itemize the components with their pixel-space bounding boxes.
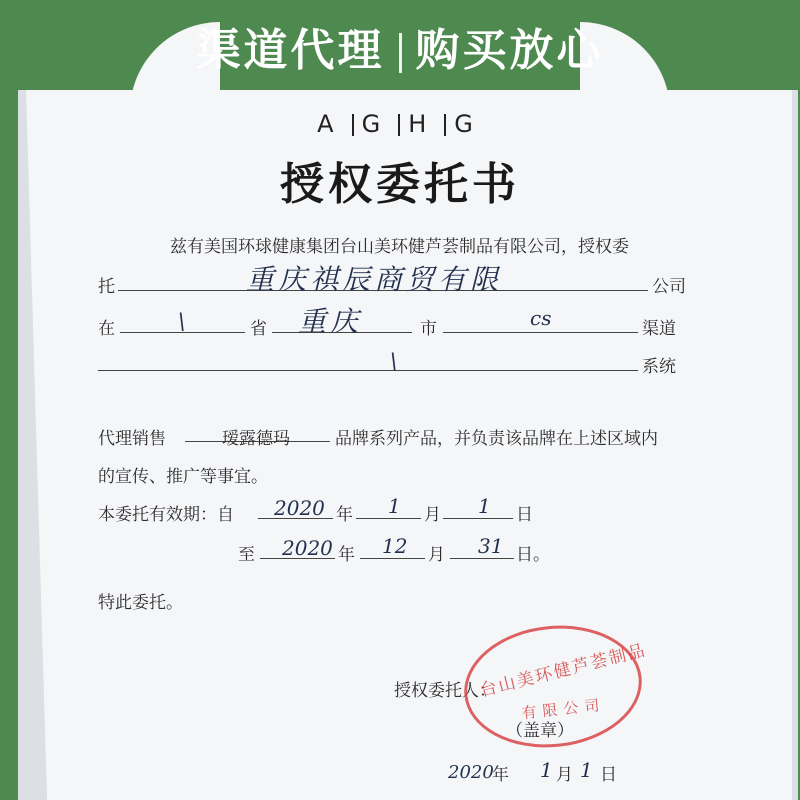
to-month: 12 bbox=[382, 534, 408, 558]
company-suffix: 公司 bbox=[652, 277, 686, 297]
to-month-label: 月 bbox=[428, 545, 445, 565]
agent-line2: 的宣传、推广等事宜。 bbox=[98, 467, 268, 487]
sign-year: 2020 bbox=[448, 762, 494, 783]
channel-line bbox=[443, 332, 638, 333]
from-month: 1 bbox=[388, 494, 401, 518]
brand-logo bbox=[0, 110, 800, 138]
agent-prefix: 代理销售 bbox=[98, 429, 166, 449]
channel-label: 渠道 bbox=[642, 319, 676, 339]
from-day-line bbox=[443, 518, 513, 519]
validity-label: 本委托有效期：自 bbox=[98, 505, 234, 525]
sign-day: 1 bbox=[580, 758, 593, 782]
promo-banner bbox=[0, 0, 800, 90]
closing-text: 特此委托。 bbox=[98, 593, 183, 613]
sign-year-label: 年 bbox=[492, 765, 509, 785]
system-handwritten: \ bbox=[390, 350, 398, 375]
from-year: 2020 bbox=[274, 496, 325, 520]
logo-divider bbox=[398, 114, 400, 136]
province-handwritten: \ bbox=[178, 310, 186, 335]
entrust-prefix: 托 bbox=[98, 277, 115, 297]
system-line bbox=[98, 370, 638, 371]
in-label: 在 bbox=[98, 319, 115, 339]
from-day-label: 日 bbox=[516, 505, 533, 525]
logo-letter-4: G bbox=[454, 110, 483, 138]
to-day-label: 日。 bbox=[516, 545, 550, 565]
from-year-label: 年 bbox=[336, 505, 353, 525]
to-day-line bbox=[450, 558, 514, 559]
logo-divider bbox=[444, 114, 446, 136]
to-label: 至 bbox=[238, 545, 255, 565]
seal-text-bottom: 有限公司 bbox=[520, 695, 607, 723]
document-title: 授权委托书 bbox=[280, 159, 520, 210]
sign-day-label: 日 bbox=[600, 765, 617, 785]
seal-text-top: 台山美环健芦荟制品 bbox=[477, 640, 649, 702]
sign-month-label: 月 bbox=[556, 765, 573, 785]
to-month-line bbox=[360, 558, 425, 559]
logo-letter-1: A bbox=[317, 110, 344, 138]
from-month-line bbox=[356, 518, 421, 519]
sign-month: 1 bbox=[540, 758, 553, 782]
channel-handwritten: cs bbox=[530, 306, 552, 330]
brand-name: 瑷露德玛 bbox=[222, 429, 290, 449]
banner-text bbox=[0, 14, 800, 78]
banner-text-left: 渠道代理 bbox=[196, 25, 385, 76]
to-year: 2020 bbox=[282, 536, 333, 560]
logo-divider bbox=[352, 114, 354, 136]
banner-text-right: 购买放心 bbox=[415, 25, 604, 76]
banner-divider bbox=[399, 33, 402, 73]
agent-suffix: 品牌系列产品，并负责该品牌在上述区域内 bbox=[335, 429, 658, 449]
from-month-label: 月 bbox=[424, 505, 441, 525]
intro-text: 兹有美国环球健康集团台山美环健芦荟制品有限公司，授权委 bbox=[170, 237, 629, 257]
logo-letter-3: H bbox=[408, 110, 437, 138]
city-handwritten: 重庆 bbox=[298, 305, 363, 338]
province-label: 省 bbox=[250, 319, 267, 339]
logo-letter-2: G bbox=[361, 110, 391, 138]
signer-label: 授权委托人： bbox=[394, 681, 496, 701]
seal-label: （盖章） bbox=[506, 721, 574, 741]
city-label: 市 bbox=[420, 319, 437, 339]
company-handwritten: 重庆祺辰商贸有限 bbox=[246, 263, 503, 296]
to-day: 31 bbox=[478, 534, 504, 558]
from-day: 1 bbox=[478, 494, 491, 518]
system-label: 系统 bbox=[642, 357, 676, 377]
to-year-label: 年 bbox=[338, 545, 355, 565]
